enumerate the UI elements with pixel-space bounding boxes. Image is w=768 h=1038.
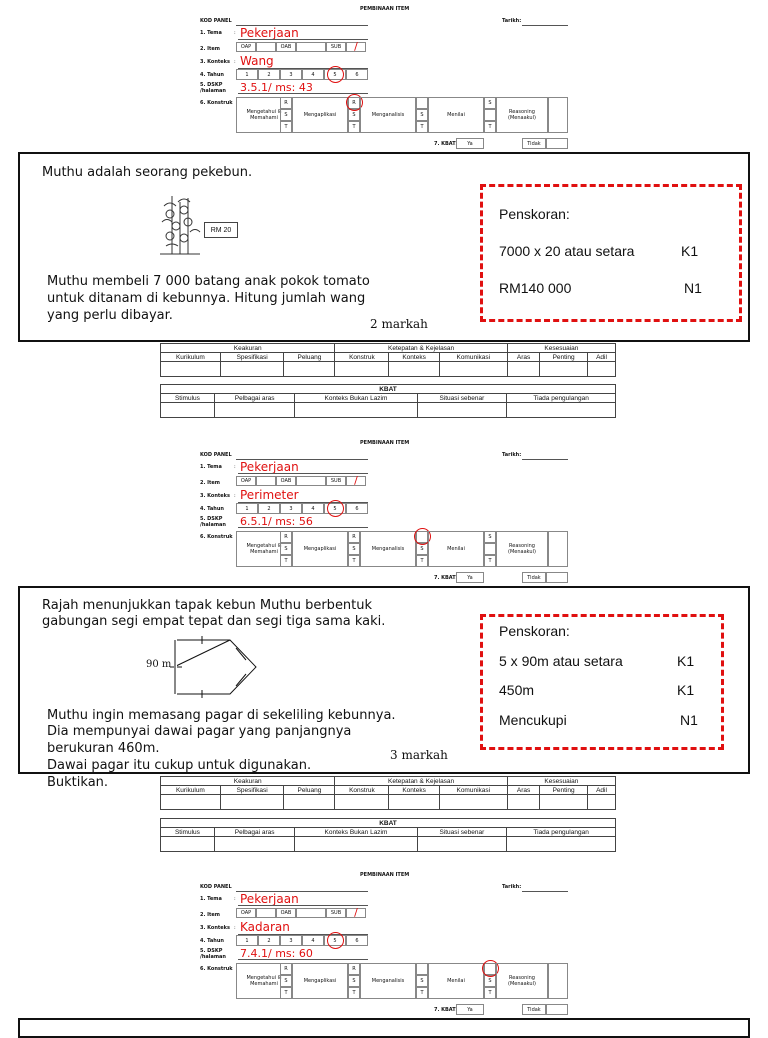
tahun-5[interactable]: 5 [324, 69, 346, 80]
konstruk-mengetahui: Mengetahui & Memahami [236, 97, 292, 133]
tema-label: 1. Tema [200, 30, 222, 36]
kbat-tidak[interactable]: Tidak [522, 572, 546, 583]
dskp-label: 5. DSKP [200, 948, 223, 954]
dskp-value: 6.5.1/ ms: 56 [240, 515, 313, 528]
price-tag: RM 20 [204, 222, 238, 238]
halaman-label: /halaman [200, 522, 226, 528]
tahun-6[interactable]: 6 [346, 503, 368, 514]
item-sub[interactable]: SUB [326, 908, 346, 918]
konstruk-reasoning: Reasoning (Menaakul) [496, 97, 548, 133]
kbat-label: 7. KBAT: [434, 1007, 458, 1013]
question-1-marks: 2 markah [370, 317, 428, 331]
konstruk-reasoning: Reasoning (Menaakul) [496, 963, 548, 999]
halaman-label: /halaman [200, 954, 226, 960]
tahun-4[interactable]: 4 [302, 503, 324, 514]
question-1-body-line2: untuk ditanam di kebunnya. Hitung jumlah wang [47, 291, 366, 306]
question-2-marks: 3 markah [390, 748, 448, 762]
halaman-label: /halaman [200, 88, 226, 94]
tarikh-label: Tarikh: [502, 452, 522, 458]
panel-title: PEMBINAAN ITEM [360, 872, 410, 878]
konstruk-menilai: Menilai [428, 963, 484, 999]
tahun-1[interactable]: 1 [236, 503, 258, 514]
scoring-2-row-1-text: 5 x 90m atau setara [499, 653, 623, 669]
tahun-label: 4. Tahun [200, 938, 224, 944]
kbat-table-2: KBAT Stimulus Pelbagai aras Konteks Bukan Lazim Situasi sebenar Tiada pengulangan [160, 818, 616, 852]
konstruk-mengetahui: Mengetahui & Memahami [236, 531, 292, 567]
item-oab[interactable]: OAB [276, 908, 296, 918]
dimension-label: 90 m [146, 659, 172, 670]
konteks-label: 3. Konteks [200, 59, 230, 65]
konstruk-menilai: Menilai [428, 531, 484, 567]
item-check-mark: / [346, 908, 366, 918]
konstruk-mengaplikasi: Mengaplikasi [292, 97, 348, 133]
evaluation-table-1: Keakuran Ketepatan & Kejelasan Kesesuaian Kurikulum Spesifikasi Peluang Konstruk Konteks Komunikasi Aras Penting Adil [160, 343, 616, 377]
konstruk-menganalisis: Menganalisis [360, 531, 416, 567]
scoring-1-row-2-code: N1 [684, 280, 702, 296]
evaluation-table-2: Keakuran Ketepatan & Kejelasan Kesesuaian Kurikulum Spesifikasi Peluang Konstruk Konteks Komunikasi Aras Penting Adil [160, 776, 616, 810]
tahun-3[interactable]: 3 [280, 503, 302, 514]
scoring-title-2: Penskoran: [499, 623, 570, 639]
tahun-5[interactable]: 5 [324, 503, 346, 514]
kbat-ya[interactable]: Ya [456, 1004, 484, 1015]
question-box-3 [18, 1018, 750, 1038]
question-2-body-line3: berukuran 460m. [47, 741, 160, 756]
panel-form-3: PEMBINAAN ITEM KOD PANEL Tarikh: 1. Tema : Pekerjaan 2. Item OAP OAB SUB / 3. Konteks : Kadaran 4. Tahun 1 2 3 4 5 6 5. DSKP /halaman 7.4.1/ ms: 60 6. Konstruk Mengetahui & Memahami R S T Mengaplikasi R S T Menganalisis S T Menilai S T Reasoning (Menaakul) 7. KBAT: Ya Tidak [198, 870, 578, 1016]
selected-circle [327, 500, 344, 517]
item-label: 2. Item [200, 912, 220, 918]
garden-shape-diagram [170, 636, 262, 698]
kbat-tidak[interactable]: Tidak [522, 138, 546, 149]
tahun-2[interactable]: 2 [258, 69, 280, 80]
tahun-6[interactable]: 6 [346, 69, 368, 80]
tomato-plant-image [158, 192, 206, 260]
tema-value: Pekerjaan [240, 26, 299, 40]
kbat-label: 7. KBAT: [434, 141, 458, 147]
tahun-2[interactable]: 2 [258, 503, 280, 514]
question-1-body-line1: Muthu membeli 7 000 batang anak pokok tomato [47, 274, 370, 289]
item-label: 2. Item [200, 480, 220, 486]
scoring-1-row-1-text: 7000 x 20 atau setara [499, 243, 635, 259]
item-oab[interactable]: OAB [276, 476, 296, 486]
konstruk-mengetahui: Mengetahui & Memahami [236, 963, 292, 999]
question-2-intro-line2: gabungan segi empat tepat dan segi tiga sama kaki. [42, 614, 386, 629]
tahun-2[interactable]: 2 [258, 935, 280, 946]
item-oap[interactable]: OAP [236, 42, 256, 52]
tarikh-label: Tarikh: [502, 18, 522, 24]
tema-label: 1. Tema [200, 896, 222, 902]
konstruk-reasoning: Reasoning (Menaakul) [496, 531, 548, 567]
panel-title: PEMBINAAN ITEM [360, 440, 410, 446]
scoring-2-row-1-code: K1 [677, 653, 695, 669]
item-check-mark: / [346, 476, 366, 486]
konteks-label: 3. Konteks [200, 925, 230, 931]
item-label: 2. Item [200, 46, 220, 52]
scoring-1-row-1-code: K1 [681, 243, 699, 259]
tema-label: 1. Tema [200, 464, 222, 470]
tahun-3[interactable]: 3 [280, 935, 302, 946]
panel-form-1: PEMBINAAN ITEM KOD PANEL Tarikh: 1. Tema : Pekerjaan 2. Item OAP OAB SUB / 3. Konteks : Wang 4. Tahun 1 2 3 4 5 6 5. DSKP /halaman 3.5.1/ ms: 43 6. Konstruk Mengetahui & Memahami R S T Mengaplikasi R S T Menganalisis S T Menilai S T Reasoning (Menaakul) 7. KBAT: Ya Tidak [198, 4, 578, 150]
kod-panel-label: KOD PANEL [200, 18, 232, 24]
konstruk-menganalisis: Menganalisis [360, 97, 416, 133]
dskp-value: 7.4.1/ ms: 60 [240, 947, 313, 960]
question-2-body-line1: Muthu ingin memasang pagar di sekeliling kebunnya. [47, 708, 396, 723]
tahun-label: 4. Tahun [200, 72, 224, 78]
scoring-1-row-2-text: RM140 000 [499, 280, 572, 296]
dskp-label: 5. DSKP [200, 516, 223, 522]
konteks-value: Wang [240, 54, 274, 68]
dskp-label: 5. DSKP [200, 82, 223, 88]
tahun-1[interactable]: 1 [236, 69, 258, 80]
scoring-title-1: Penskoran: [499, 206, 570, 222]
kbat-table-1: KBAT Stimulus Pelbagai aras Konteks Bukan Lazim Situasi sebenar Tiada pengulangan [160, 384, 616, 418]
kod-panel-label: KOD PANEL [200, 884, 232, 890]
scoring-2-row-2-code: K1 [677, 682, 695, 698]
item-oap[interactable]: OAP [236, 908, 256, 918]
question-2-body-line4: Dawai pagar itu cukup untuk digunakan. [47, 758, 312, 773]
item-oap[interactable]: OAP [236, 476, 256, 486]
konstruk-menganalisis: Menganalisis [360, 963, 416, 999]
tahun-4[interactable]: 4 [302, 69, 324, 80]
tarikh-label: Tarikh: [502, 884, 522, 890]
item-oab[interactable]: OAB [276, 42, 296, 52]
scoring-2-row-3-text: Mencukupi [499, 712, 567, 728]
tahun-1[interactable]: 1 [236, 935, 258, 946]
tahun-3[interactable]: 3 [280, 69, 302, 80]
tahun-label: 4. Tahun [200, 506, 224, 512]
question-2-intro-line1: Rajah menunjukkan tapak kebun Muthu berbentuk [42, 598, 373, 613]
question-2-body-line5: Buktikan. [47, 775, 109, 790]
konstruk-label: 6. Konstruk [200, 966, 233, 972]
kbat-label: 7. KBAT: [434, 575, 458, 581]
konteks-value: Perimeter [240, 488, 299, 502]
konteks-label: 3. Konteks [200, 493, 230, 499]
kbat-ya[interactable]: Ya [456, 572, 484, 583]
kod-panel-label: KOD PANEL [200, 452, 232, 458]
konstruk-label: 6. Konstruk [200, 534, 233, 540]
kbat-tidak[interactable]: Tidak [522, 1004, 546, 1015]
tahun-6[interactable]: 6 [346, 935, 368, 946]
konstruk-label: 6. Konstruk [200, 100, 233, 106]
kbat-ya[interactable]: Ya [456, 138, 484, 149]
item-sub[interactable]: SUB [326, 42, 346, 52]
dskp-value: 3.5.1/ ms: 43 [240, 81, 313, 94]
konstruk-menilai: Menilai [428, 97, 484, 133]
item-check-mark: / [346, 42, 366, 52]
question-1-intro: Muthu adalah seorang pekebun. [42, 165, 253, 180]
konteks-value: Kadaran [240, 920, 290, 934]
selected-circle [327, 66, 344, 83]
question-1-body-line3: yang perlu dibayar. [47, 308, 173, 323]
panel-form-2: PEMBINAAN ITEM KOD PANEL Tarikh: 1. Tema : Pekerjaan 2. Item OAP OAB SUB / 3. Konteks : Perimeter 4. Tahun 1 2 3 4 5 6 5. DSKP /halaman 6.5.1/ ms: 56 6. Konstruk Mengetahui & Memahami R S T Mengaplikasi R S T Menganalisis S T Menilai S T Reasoning (Menaakul) 7. KBAT: Ya Tidak [198, 438, 578, 584]
tahun-5[interactable]: 5 [324, 935, 346, 946]
konstruk-mengaplikasi: Mengaplikasi [292, 963, 348, 999]
scoring-2-row-2-text: 450m [499, 682, 535, 698]
selected-circle [327, 932, 344, 949]
tahun-4[interactable]: 4 [302, 935, 324, 946]
question-2-body-line2: Dia mempunyai dawai pagar yang panjangnya [47, 724, 352, 739]
panel-title: PEMBINAAN ITEM [360, 6, 410, 12]
tema-value: Pekerjaan [240, 460, 299, 474]
tema-value: Pekerjaan [240, 892, 299, 906]
item-sub[interactable]: SUB [326, 476, 346, 486]
konstruk-mengaplikasi: Mengaplikasi [292, 531, 348, 567]
scoring-2-row-3-code: N1 [680, 712, 698, 728]
